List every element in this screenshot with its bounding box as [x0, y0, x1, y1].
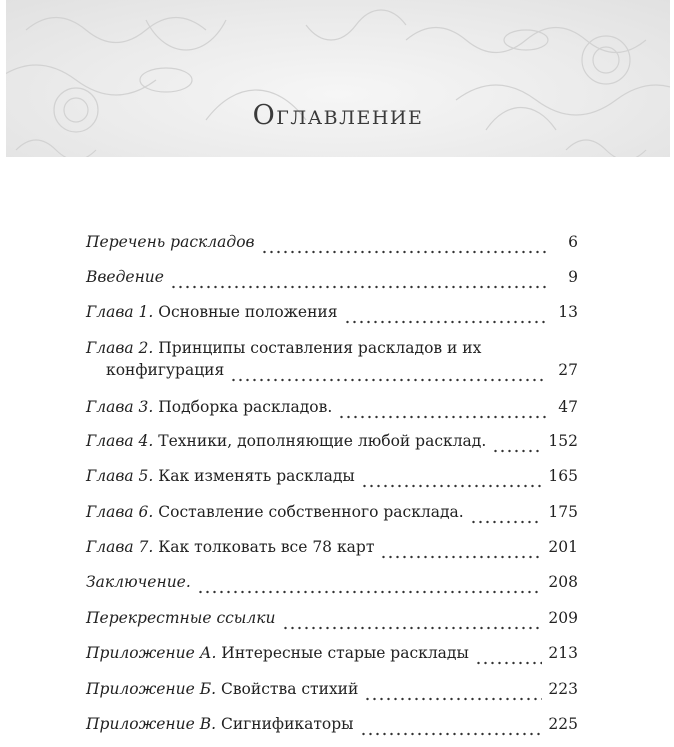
toc-entry[interactable] [86, 535, 578, 559]
dot-leader [170, 272, 546, 289]
toc-entry[interactable] [86, 606, 578, 630]
toc-entry-prefix: Приложение В. [86, 715, 217, 733]
dot-leader [230, 365, 546, 382]
page-number: 13 [558, 303, 578, 321]
page-number: 152 [548, 432, 578, 450]
toc-entry[interactable] [86, 230, 578, 254]
page-number: 165 [548, 467, 578, 485]
toc-entry[interactable] [86, 570, 578, 594]
toc-entry-prefix: Перечень раскладов [86, 233, 255, 251]
toc-entry[interactable] [86, 300, 578, 324]
page-number: 225 [548, 715, 578, 733]
toc-entry-prefix: Введение [86, 268, 164, 286]
toc-entry[interactable] [86, 336, 578, 382]
dot-leader [364, 684, 542, 701]
toc-entry-text: Как изменять расклады [153, 467, 355, 485]
toc-entry-text: Свойства стихий [216, 680, 359, 698]
toc-entry-text-continued: конфигурация [106, 361, 225, 379]
dot-leader [361, 471, 543, 488]
page-number: 201 [548, 538, 578, 556]
toc-entry-prefix: Перекрестные ссылки [86, 609, 276, 627]
toc-entry[interactable] [86, 265, 578, 289]
dot-leader [261, 237, 546, 254]
toc-entry[interactable] [86, 429, 578, 453]
toc-entry-text: Основные положения [153, 303, 338, 321]
toc-entry-text: Интересные старые расклады [216, 644, 469, 662]
toc-entry-prefix: Глава 1. [86, 303, 154, 321]
toc-entry[interactable] [86, 395, 578, 419]
toc-entry-prefix: Глава 6. [86, 503, 154, 521]
page-number: 223 [548, 680, 578, 698]
toc-entry-prefix: Приложение Б. [86, 680, 217, 698]
page-number: 208 [548, 573, 578, 591]
toc-entry-prefix: Приложение А. [86, 644, 217, 662]
toc-entry-text: Техники, дополняющие любой расклад. [153, 432, 487, 450]
toc-entry-prefix: Глава 5. [86, 467, 154, 485]
toc-entry-text: Составление собственного расклада. [153, 503, 464, 521]
dot-leader [338, 402, 546, 419]
page-number: 6 [568, 233, 578, 251]
dot-leader [197, 577, 543, 594]
toc-entry[interactable] [86, 712, 578, 736]
page-number: 47 [558, 398, 578, 416]
toc-entry-prefix: Глава 7. [86, 538, 154, 556]
toc-entry-prefix: Глава 4. [86, 432, 154, 450]
toc-entry-prefix: Заключение. [86, 573, 191, 591]
toc-entry[interactable] [86, 464, 578, 488]
page-number: 27 [558, 361, 578, 379]
page-number: 9 [568, 268, 578, 286]
toc-entry[interactable] [86, 677, 578, 701]
dot-leader [360, 719, 543, 736]
toc-entry-prefix: Глава 3. [86, 398, 154, 416]
dot-leader [492, 436, 542, 453]
toc-entry[interactable] [86, 641, 578, 665]
dot-leader [282, 613, 543, 630]
toc-entry-prefix: Глава 2. [86, 339, 154, 357]
paisley-pattern [6, 0, 670, 157]
toc-entry[interactable] [86, 500, 578, 524]
dot-leader [470, 507, 543, 524]
toc-entry-text: Подборка раскладов. [153, 398, 333, 416]
toc-entry-text: Как толковать все 78 карт [153, 538, 375, 556]
page-number: 175 [548, 503, 578, 521]
toc-entry-text: Сигнификаторы [216, 715, 354, 733]
page-title: Оглавление [252, 100, 424, 131]
decorative-banner [6, 0, 670, 157]
dot-leader [380, 542, 542, 559]
toc-entry-text: Принципы составления раскладов и их [153, 339, 482, 357]
dot-leader [344, 307, 546, 324]
dot-leader [475, 648, 543, 665]
page-number: 209 [548, 609, 578, 627]
page-number: 213 [548, 644, 578, 662]
